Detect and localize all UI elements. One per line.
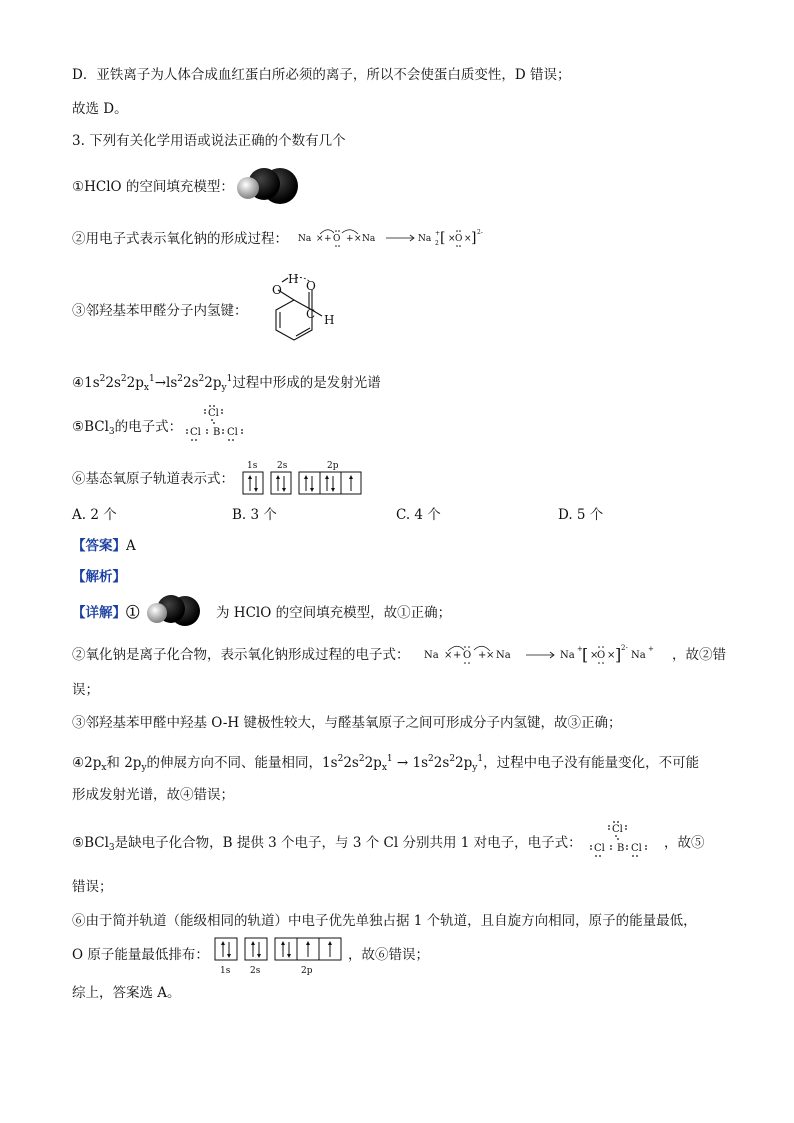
svg-text:H: H: [288, 272, 299, 286]
oxygen-orbital-diagram-answer: [213, 936, 343, 978]
svg-text:+: +: [577, 645, 583, 653]
svg-text:Na: Na: [424, 650, 439, 661]
option-a: A. 2 个: [72, 507, 117, 523]
svg-text:Cl: Cl: [612, 824, 623, 835]
summary: 综上，答案选 A。: [72, 985, 181, 1001]
svg-text:2p: 2p: [327, 461, 339, 471]
na2o-formation-equation: [296, 224, 486, 250]
hclo-space-filling-model: [236, 166, 302, 206]
svg-text:C: C: [306, 307, 316, 321]
detail-label: 【详解】: [72, 605, 126, 621]
svg-text:]: ]: [471, 230, 477, 246]
detail-p2: ②氧化钠是离子化合物，表示氧化钠形成过程的电子式：: [72, 647, 410, 663]
svg-text:Cl: Cl: [208, 408, 219, 419]
detail-p6-b: O 原子能量最低排布：: [72, 947, 209, 963]
item-3-label: ③邻羟基苯甲醛分子内氢键：: [72, 303, 248, 319]
svg-text:×: ×: [486, 650, 495, 661]
oxygen-orbital-diagram-question: [241, 458, 365, 498]
bcl3-lewis-structure-answer: [590, 818, 652, 858]
svg-text:O: O: [597, 650, 606, 661]
answer-label: 【答案】: [72, 538, 126, 554]
svg-text:2s: 2s: [250, 966, 261, 976]
svg-text:+: +: [324, 234, 332, 244]
svg-text:2-: 2-: [477, 229, 483, 236]
na-left: Na: [298, 234, 312, 244]
detail-p3: ③邻羟基苯甲醛中羟基 O-H 键极性较大，与醛基氧原子之间可形成分子内氢键，故③正确；: [72, 715, 622, 731]
item-1-label: ①HClO 的空间填充模型：: [72, 179, 234, 195]
svg-text:×: ×: [590, 650, 599, 661]
detail-p2-cont: 误；: [72, 682, 99, 698]
svg-text:×: ×: [607, 650, 616, 661]
answer-line: [72, 537, 136, 555]
detail-p6: ⑥由于简并轨道（能级相同的轨道）中电子优先单独占据 1 个轨道，且自旋方向相同，原子的能量最低，: [72, 913, 697, 929]
svg-text:Na: Na: [631, 650, 646, 661]
svg-text:[: [: [582, 645, 589, 664]
option-b: B. 3 个: [232, 507, 277, 523]
svg-text:O: O: [455, 234, 463, 244]
svg-text:H: H: [324, 313, 335, 327]
bcl3-lewis-structure-question: [186, 402, 248, 442]
o-hydroxybenzaldehyde-structure: [250, 268, 342, 356]
svg-text:Cl: Cl: [594, 843, 605, 854]
svg-text:Cl: Cl: [190, 427, 201, 438]
na2o-formation-answer: [422, 640, 668, 668]
svg-text:2: 2: [435, 240, 439, 247]
svg-text:]: ]: [615, 645, 622, 664]
svg-text:+: +: [453, 650, 462, 661]
option-c: C. 4 个: [396, 507, 441, 523]
analysis-label: 【解析】: [72, 569, 126, 585]
detail-p5: ⑤BCl$_3$是缺电子化合物，B 提供 3 个电子，与 3 个 Cl 分别共用 1 对电子，电子式：: [72, 835, 582, 853]
detail-p2-end: ，故②错: [672, 647, 726, 663]
detail-p1: 【详解】①: [72, 605, 140, 621]
detail-p5-end: ，故⑤: [664, 835, 705, 851]
svg-text:×: ×: [448, 234, 456, 244]
svg-text:Na: Na: [496, 650, 511, 661]
detail-p4: $④2p_x$和 $2p_y$的伸展方向不同、能量相同，$1s^22s^22p_x^1 \to 1s^22s^22p_y^1$，过程中电子没有能量变化，不可能: [72, 754, 700, 773]
svg-text:+: +: [648, 645, 654, 653]
question-3-stem: 3. 下列有关化学用语或说法正确的个数有几个: [72, 133, 346, 149]
item-4-line: $④1s^22s^22p_x^1\to ls^22s^22p_y^1$过程中形成的是发射光谱: [72, 374, 381, 393]
detail-p1-text: 为 HClO 的空间填充模型，故①正确；: [216, 605, 452, 621]
svg-text:2s: 2s: [277, 461, 288, 471]
svg-text:×: ×: [316, 234, 324, 244]
svg-text:O: O: [463, 650, 472, 661]
na-right: Na: [362, 234, 376, 244]
svg-text:1s: 1s: [247, 461, 258, 471]
item-2-label: ②用电子式表示氧化钠的形成过程：: [72, 231, 288, 247]
item-6-label: ⑥基态氧原子轨道表示式：: [72, 471, 234, 487]
svg-text:[: [: [440, 230, 446, 246]
answer-value: A: [126, 538, 136, 554]
option-d-explanation: D．亚铁离子为人体合成血红蛋白所必须的离子，所以不会使蛋白质变性，D 错误；: [72, 67, 571, 83]
na2-product: Na: [418, 234, 432, 244]
svg-text:+: +: [478, 650, 487, 661]
detail-p6-end: ，故⑥错误；: [348, 947, 429, 963]
svg-text:×: ×: [464, 234, 472, 244]
svg-text:B: B: [617, 843, 625, 854]
svg-text:O: O: [306, 279, 316, 293]
svg-text:+: +: [435, 230, 441, 237]
svg-text:Na: Na: [560, 650, 575, 661]
o-center: O: [333, 234, 341, 244]
option-d: D. 5 个: [558, 507, 604, 523]
hclo-model-answer: [146, 594, 204, 628]
detail-p5-cont: 错误；: [72, 879, 113, 895]
svg-text:×: ×: [444, 650, 453, 661]
svg-text:2-: 2-: [621, 644, 628, 652]
choose-d-conclusion: 故选 D。: [72, 101, 128, 117]
svg-text:×: ×: [354, 234, 362, 244]
svg-text:Cl: Cl: [227, 427, 238, 438]
svg-text:2p: 2p: [301, 966, 313, 976]
item-5-label: ⑤BCl$_3$的电子式：: [72, 419, 183, 437]
svg-text:B: B: [213, 427, 221, 438]
detail-p4-cont: 形成发射光谱，故④错误；: [72, 787, 234, 803]
svg-text:O: O: [272, 283, 282, 297]
svg-text:+: +: [346, 234, 354, 244]
svg-text:Cl: Cl: [631, 843, 642, 854]
svg-text:1s: 1s: [220, 966, 231, 976]
